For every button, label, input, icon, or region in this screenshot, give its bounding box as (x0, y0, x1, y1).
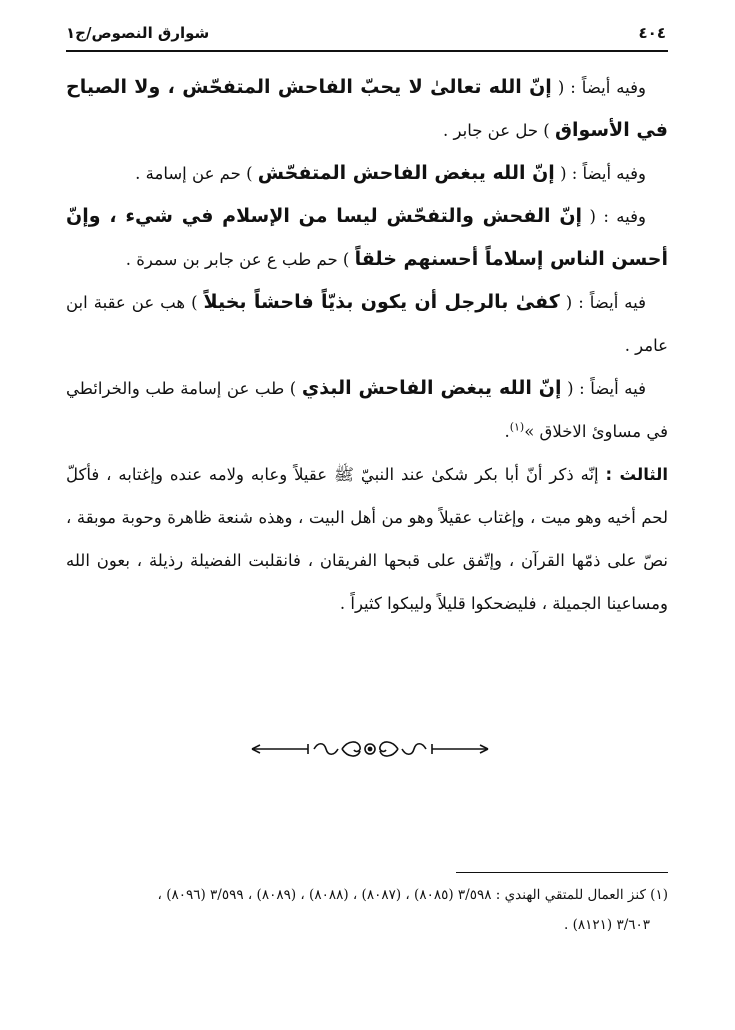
hadith-text: إنّ الفحش والتفحّش ليسا من الإسلام في شيء ، وإنّ أحسن الناس إسلاماً أحسنهم خلقاً (66, 205, 668, 270)
hadith-text: إنّ الله يبغض الفاحش البذي (301, 377, 562, 399)
footnote-1-line-2: ٣/٦٠٣ (٨١٢١) . (564, 917, 650, 933)
hadith-intro: وفيه : ( (589, 207, 646, 226)
third-text: إنّه ذكر أنّ أبا بكر شكىٰ عند النبيّ ﷺ عقيلاً وعابه ولامه عنده وإغتابه ، فأكلّ لحم أخيه وهو ميت ، وإغتاب عقيلاً وهو من أهل البيت ، وهذه شنعة ظاهرة وحوبة موبقة ، نصّ على ذمّها القرآن ، وإتّفق على قبحها الفريقان ، فانقلبت الفضيلة رذيلة ، بعون الله ومساعينا الجميلة ، فليضحكوا قليلاً وليبكوا كثيراً . (66, 465, 668, 613)
footnote-rule (456, 872, 668, 873)
paragraph-hadith-1 (66, 66, 668, 152)
paragraph-hadith-2 (66, 152, 668, 195)
paragraph-hadith-3 (66, 195, 668, 281)
page-header (66, 22, 666, 48)
hadith-source: ) هب عن عقبة ابن عامر . (66, 293, 668, 355)
hadith-intro: فيه أيضاً : ( (565, 293, 647, 312)
footnote-reference[interactable]: (١) (509, 420, 525, 434)
page-number: ٤٠٤ (638, 24, 666, 42)
paragraph-hadith-5 (66, 367, 668, 453)
hadith-intro: وفيه أيضاً : ( (557, 78, 646, 97)
hadith-text: كفىٰ بالرجل أن يكون بذيّاً فاحشاً بخيلاً (203, 291, 560, 313)
hadith-intro: وفيه أيضاً : ( (560, 164, 646, 183)
hadith-source: ) طب عن إسامة طب والخرائطي في مساوئ الاخلاق » (66, 379, 668, 441)
section-divider-ornament (246, 738, 494, 760)
third-label: الثالث : (605, 465, 668, 484)
paragraph-third-point (66, 453, 668, 625)
hadith-text: إنّ الله تعالىٰ لا يحبّ الفاحش المتفحّش ، ولا الصياح في الأسواق (66, 76, 668, 141)
hadith-intro: فيه أيضاً : ( (567, 379, 646, 398)
main-text (66, 66, 668, 625)
hadith-text: إنّ الله يبغض الفاحش المتفحّش (257, 162, 555, 184)
running-title: شوارق النصوص/ج١ (66, 24, 210, 42)
footnotes (66, 880, 668, 940)
paragraph-hadith-4 (66, 281, 668, 367)
hadith-source: ) حم طب ع عن جابر بن سمرة . (125, 250, 350, 269)
footnote-1-line-1: (١) كنز العمال للمتقي الهندي : ٣/٥٩٨ (٨٠٨٥) ، (٨٠٨٧) ، (٨٠٨٨) ، (٨٠٨٩) ، ٣/٥٩٩ (٨٠٩٦) ، (157, 887, 668, 903)
hadith-source: ) حم عن إسامة . (135, 164, 253, 183)
header-rule (66, 50, 668, 52)
hadith-source: ) حل عن جابر . (443, 121, 550, 140)
paragraph-end: . (504, 422, 510, 441)
